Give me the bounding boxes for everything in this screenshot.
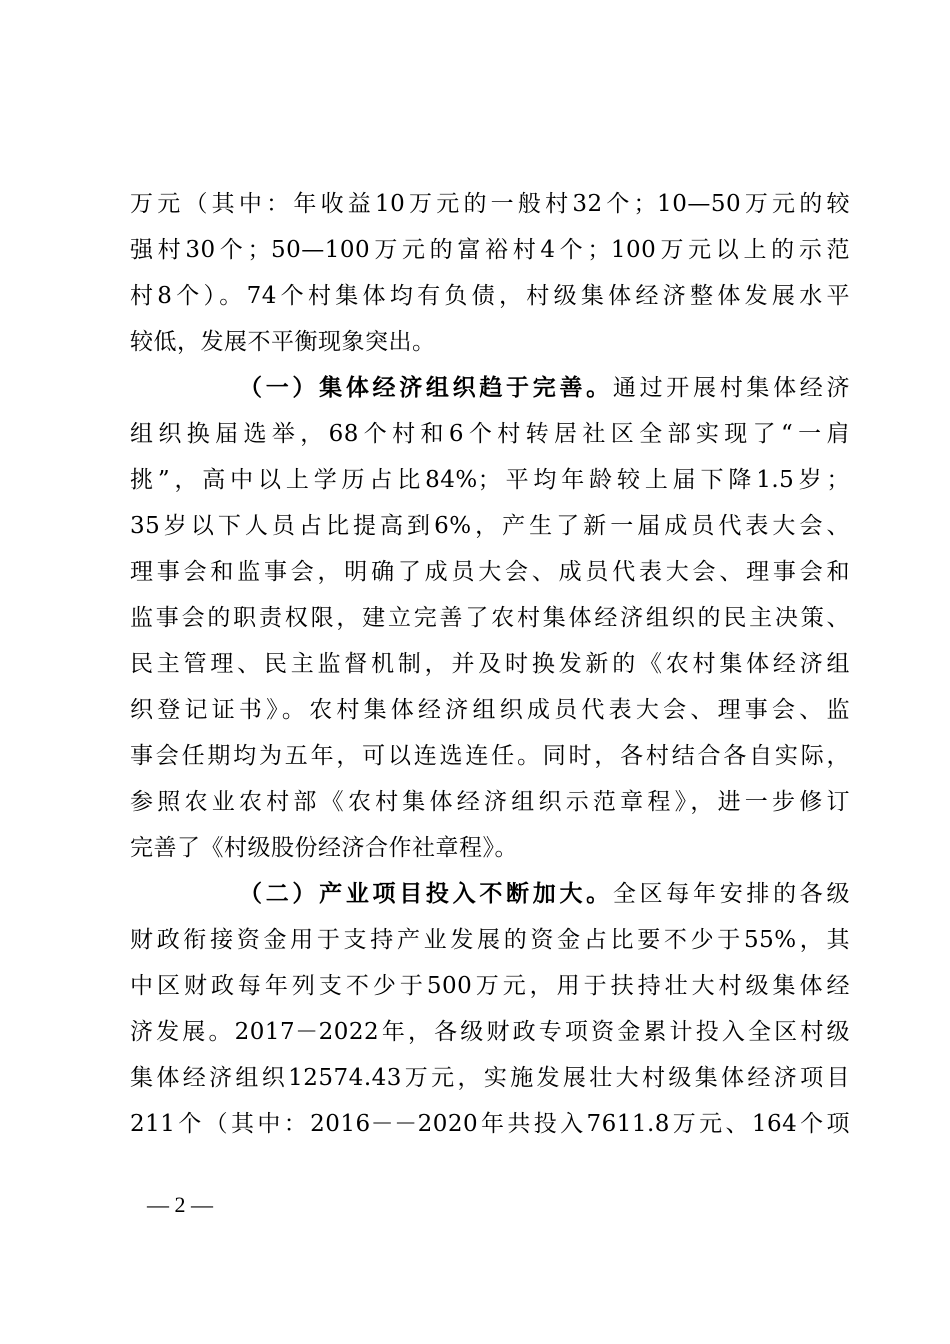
text-line: 较低，发展不平衡现象突出。 bbox=[130, 329, 436, 355]
section-1-heading: （一）集体经济组织趋于完善。 bbox=[239, 374, 613, 401]
section-1-first-line bbox=[130, 365, 850, 411]
text-line: 村8个）。74个村集体均有负债，村级集体经济整体发展水平 bbox=[130, 283, 850, 309]
text-line: 济发展。2017－2022年，各级财政专项资金累计投入全区村级 bbox=[130, 1019, 850, 1045]
text-line: 理事会和监事会，明确了成员大会、成员代表大会、理事会和 bbox=[130, 559, 850, 585]
text-line: 事会任期均为五年，可以连选连任。同时，各村结合各自实际， bbox=[130, 743, 850, 769]
text-line: 参照农业农村部《农村集体经济组织示范章程》，进一步修订 bbox=[130, 789, 850, 815]
page-number: — 2 — bbox=[147, 1192, 213, 1217]
text-line: 完善了《村级股份经济合作社章程》。 bbox=[130, 835, 518, 861]
text-line: 211个（其中：2016－－2020年共投入7611.8万元、164个项 bbox=[130, 1111, 850, 1137]
section-2-first-line bbox=[130, 871, 850, 917]
text-line: 织登记证书》。农村集体经济组织成员代表大会、理事会、监 bbox=[130, 697, 850, 723]
text-line: 35岁以下人员占比提高到6%，产生了新一届成员代表大会、 bbox=[130, 513, 850, 539]
text-line: 财政衔接资金用于支持产业发展的资金占比要不少于55%，其 bbox=[130, 927, 850, 953]
text-line: 挑”，高中以上学历占比84%；平均年龄较上届下降1.5岁； bbox=[130, 467, 850, 493]
text-line: 组织换届选举，68个村和6个村转居社区全部实现了“一肩 bbox=[130, 421, 850, 447]
section-2-lead-text: 全区每年安排的各级 bbox=[612, 881, 851, 907]
text-line: 监事会的职责权限，建立完善了农村集体经济组织的民主决策、 bbox=[130, 605, 850, 631]
text-line: 万元（其中：年收益10万元的一般村32个；10—50万元的较 bbox=[130, 191, 850, 217]
text-line: 强村30个；50—100万元的富裕村4个；100万元以上的示范 bbox=[130, 237, 850, 263]
text-line: 中区财政每年列支不少于500万元，用于扶持壮大村级集体经 bbox=[130, 973, 850, 999]
section-2-heading: （二）产业项目投入不断加大。 bbox=[239, 880, 613, 907]
section-1-lead-text: 通过开展村集体经济 bbox=[612, 375, 851, 401]
text-line: 民主管理、民主监督机制，并及时换发新的《农村集体经济组 bbox=[130, 651, 850, 677]
text-line: 集体经济组织12574.43万元，实施发展壮大村级集体经济项目 bbox=[130, 1065, 850, 1091]
body-text bbox=[130, 181, 850, 1147]
